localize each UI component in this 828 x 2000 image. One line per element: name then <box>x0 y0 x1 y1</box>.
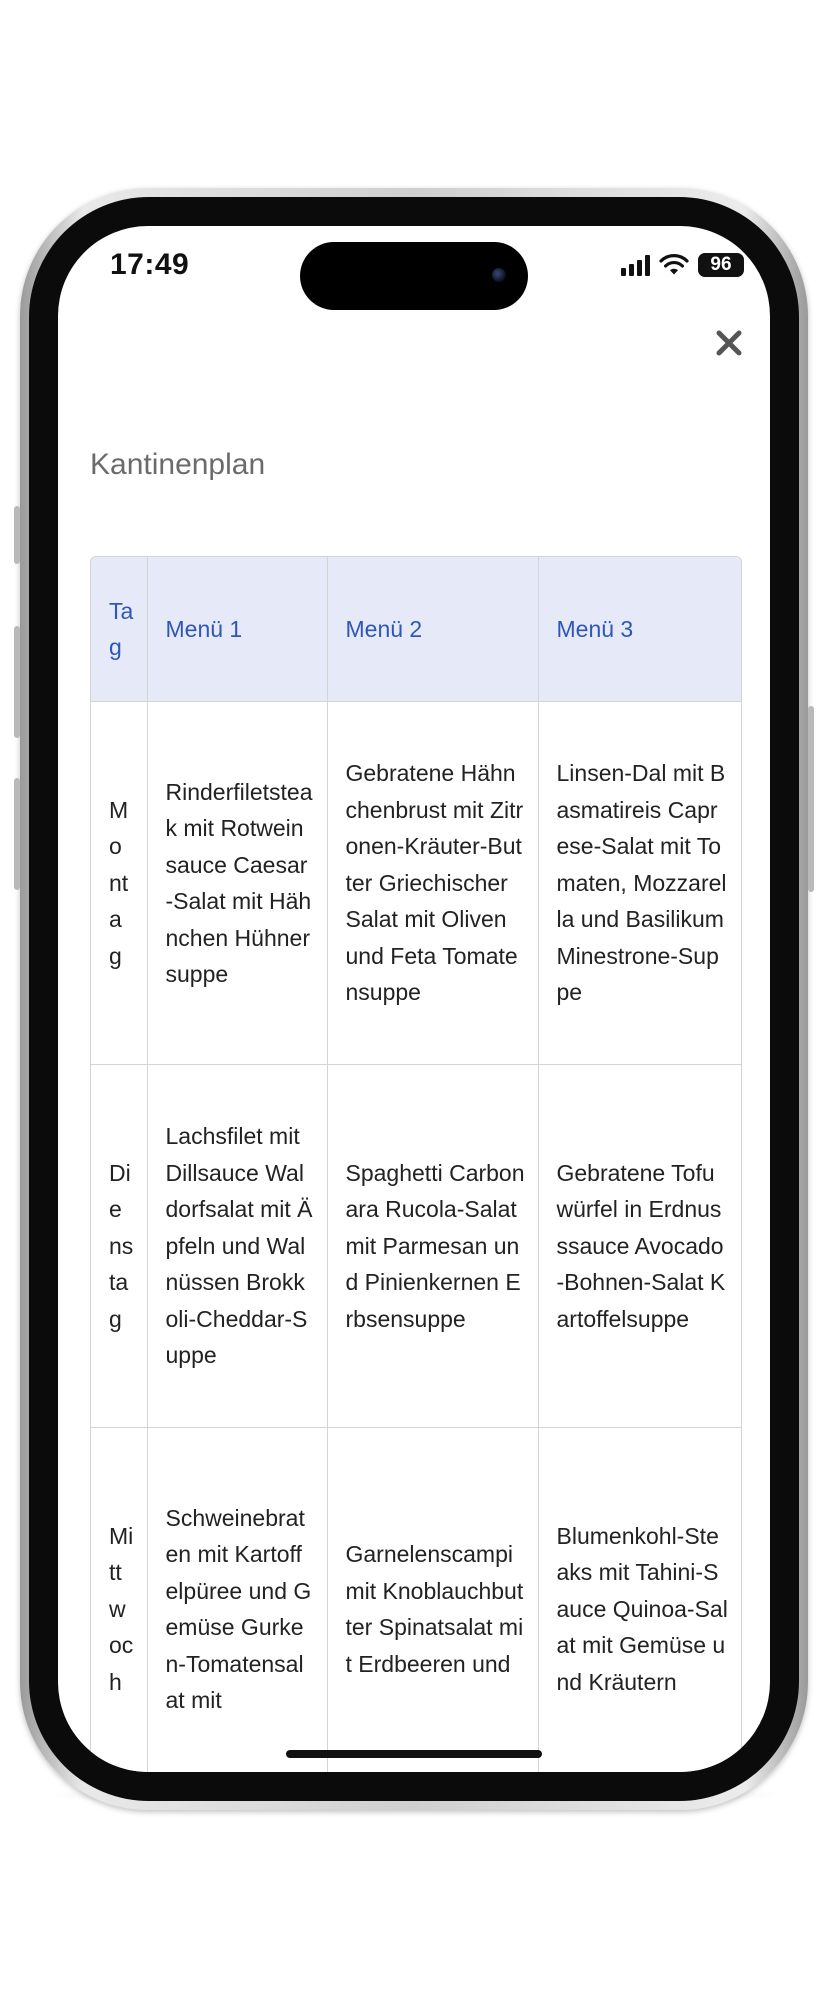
mute-switch <box>14 506 20 564</box>
menu2-cell: Gebratene Hähnchenbrust mit Zitronen-Kräuter-Butter Griechischer Salat mit Oliven und Feta Tomatensuppe <box>327 702 538 1065</box>
signal-icon <box>621 254 650 276</box>
battery-icon <box>698 253 744 277</box>
header-menu-3: Menü 3 <box>538 557 741 702</box>
table-header-row <box>91 557 741 702</box>
menu3-cell: Blumenkohl-Steaks mit Tahini-Sauce Quinoa-Salat mit Gemüse und Kräutern <box>538 1428 741 1773</box>
day-cell: Dienstag <box>91 1065 147 1428</box>
home-indicator[interactable] <box>286 1750 542 1758</box>
status-time: 17:49 <box>110 248 190 281</box>
volume-up-button <box>14 626 20 738</box>
wifi-icon <box>659 254 689 276</box>
close-button[interactable] <box>708 322 750 364</box>
table-row <box>91 702 741 1065</box>
table-row <box>91 1065 741 1428</box>
menu1-cell: Rinderfiletsteak mit Rotweinsauce Caesar-Salat mit Hähnchen Hühnersuppe <box>147 702 327 1065</box>
page-title: Kantinenplan <box>90 448 266 481</box>
table-row <box>91 1428 741 1773</box>
day-cell: Montag <box>91 702 147 1065</box>
menu1-cell: Lachsfilet mit Dillsauce Waldorfsalat mit Äpfeln und Walnüssen Brokkoli-Cheddar-Suppe <box>147 1065 327 1428</box>
status-icons <box>621 252 744 278</box>
header-menu-2: Menü 2 <box>327 557 538 702</box>
battery-level: 96 <box>710 254 732 275</box>
dynamic-island <box>300 242 528 310</box>
header-menu-1: Menü 1 <box>147 557 327 702</box>
menu-table <box>90 556 742 1772</box>
power-button <box>808 706 814 892</box>
header-day: Tag <box>91 557 147 702</box>
menu3-cell: Gebratene Tofuwürfel in Erdnusssauce Avocado-Bohnen-Salat Kartoffelsuppe <box>538 1065 741 1428</box>
menu2-cell: Spaghetti Carbonara Rucola-Salat mit Parmesan und Pinienkernen Erbsensuppe <box>327 1065 538 1428</box>
menu2-cell: Garnelenscampi mit Knoblauchbutter Spinatsalat mit Erdbeeren und <box>327 1428 538 1773</box>
day-cell: Mittwoch <box>91 1428 147 1773</box>
menu3-cell: Linsen-Dal mit Basmatireis Caprese-Salat mit Tomaten, Mozzarella und Basilikum Minestrone-Suppe <box>538 702 741 1065</box>
close-icon <box>715 329 743 357</box>
volume-down-button <box>14 778 20 890</box>
screen <box>58 226 770 1772</box>
menu1-cell: Schweinebraten mit Kartoffelpüree und Gemüse Gurken-Tomatensalat mit <box>147 1428 327 1773</box>
camera-icon <box>492 268 506 282</box>
